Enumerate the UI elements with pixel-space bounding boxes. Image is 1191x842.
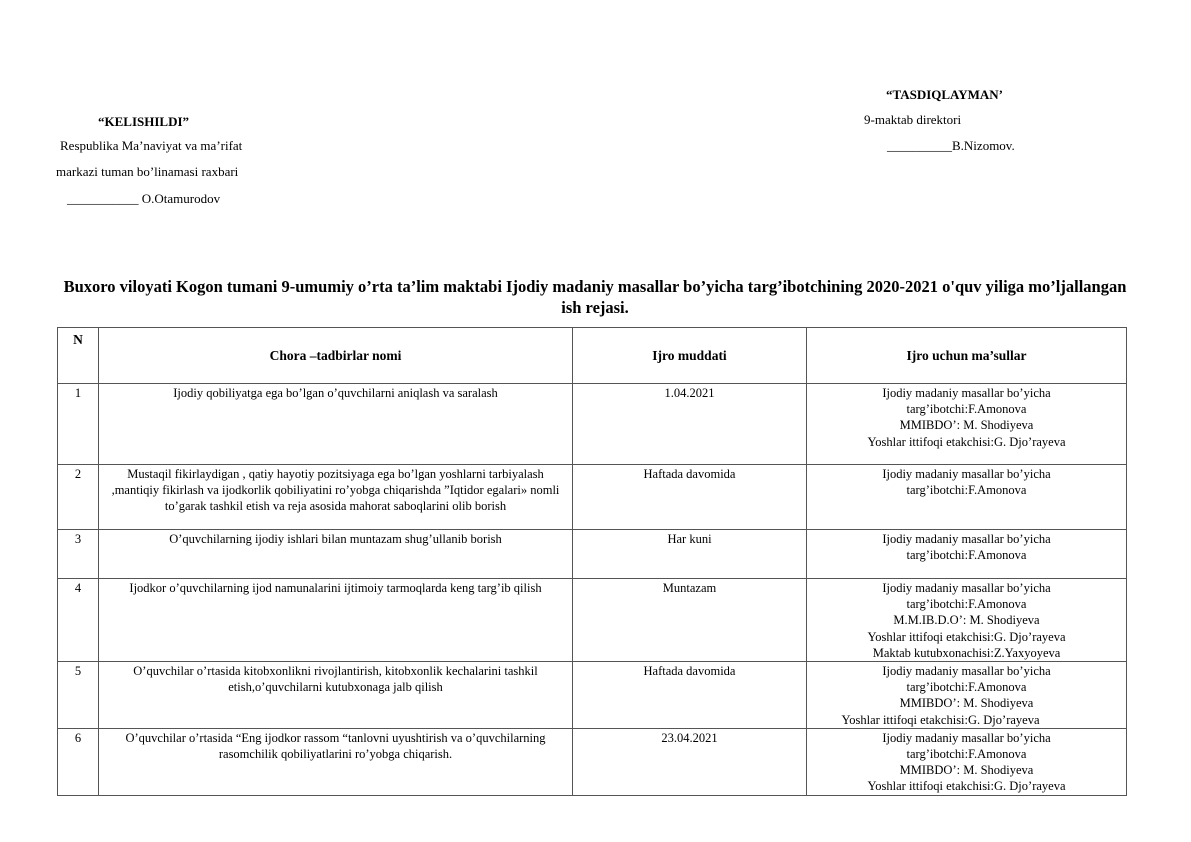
agreement-signature: ___________ O.Otamurodov (67, 191, 221, 206)
row-responsible (807, 579, 1127, 662)
approval-signature: __________B.Nizomov. (887, 138, 1015, 153)
responsible-line: M.M.IB.D.O’: M. Shodiyeva (893, 613, 1040, 628)
responsible-line: Ijodiy madaniy masallar bo’yicha (882, 532, 1051, 546)
row-number: 1 (58, 384, 99, 465)
responsible-line: targ’ibotchi:F.Amonova (906, 680, 1027, 695)
table-row (58, 728, 1127, 795)
responsible-line: Yoshlar ittifoqi etakchisi:G. Djo’rayeva (867, 629, 1066, 644)
responsible-line: targ’ibotchi:F.Amonova (906, 597, 1027, 612)
responsible-line: Ijodiy madaniy masallar bo’yicha (882, 581, 1051, 595)
row-number: 4 (58, 579, 99, 662)
responsible-line: MMIBDO’: M. Shodiyeva (899, 763, 1034, 778)
row-deadline: 23.04.2021 (573, 728, 807, 795)
row-responsible (807, 728, 1127, 795)
responsible-line: targ’ibotchi:F.Amonova (906, 483, 1027, 498)
table-row (58, 579, 1127, 662)
header-deadline: Ijro muddati (573, 328, 807, 384)
responsible-line: Yoshlar ittifoqi etakchisi:G. Djo’rayeva (841, 712, 1040, 727)
row-measure: O’quvchilar o’rtasida kitobxonlikni rivojlantirish, kitobxonlik kechalarini tashkil etish,o’quvchilarni kutubxonaga jalb qilish (99, 662, 573, 729)
row-deadline: Har kuni (573, 530, 807, 579)
row-deadline: Haftada davomida (573, 662, 807, 729)
table-row (58, 384, 1127, 465)
row-measure: O’quvchilar o’rtasida “Eng ijodkor rassom “tanlovni uyushtirish va o’quvchilarning rasomchilik qobiliyatlarini ro’yobga chiqarish. (99, 728, 573, 795)
row-responsible (807, 530, 1127, 579)
row-deadline: Haftada davomida (573, 465, 807, 530)
table-header-row (58, 328, 1127, 384)
responsible-line: MMIBDO’: M. Shodiyeva (899, 418, 1034, 433)
row-measure: Ijodiy qobiliyatga ega bo’lgan o’quvchilarni aniqlash va saralash (99, 384, 573, 465)
row-responsible (807, 662, 1127, 729)
row-measure: O’quvchilarning ijodiy ishlari bilan muntazam shug’ullanib borish (99, 530, 573, 579)
row-number: 5 (58, 662, 99, 729)
responsible-line: Ijodiy madaniy masallar bo’yicha (882, 664, 1051, 679)
header-number: N (58, 328, 99, 384)
responsible-line: Maktab kutubxonachisi:Z.Yaxyoyeva (872, 645, 1061, 660)
row-measure: Ijodkor o’quvchilarning ijod namunalarini ijtimoiy tarmoqlarda keng targ’ib qilish (99, 579, 573, 662)
responsible-line: Ijodiy madaniy masallar bo’yicha (882, 467, 1051, 481)
row-responsible (807, 465, 1127, 530)
work-plan-table (57, 327, 1127, 796)
table-row (58, 530, 1127, 579)
row-deadline: 1.04.2021 (573, 384, 807, 465)
responsible-line: Ijodiy madaniy masallar bo’yicha (882, 730, 1051, 745)
document-title: Buxoro viloyati Kogon tumani 9-umumiy o’rta ta’lim maktabi Ijodiy madaniy masallar bo’yicha targ’ibotchining 2020-2021 o'quv yiliga mo’ljallangan ish rejasi. (63, 277, 1127, 317)
row-responsible (807, 384, 1127, 465)
responsible-line: Yoshlar ittifoqi etakchisi:G. Djo’rayeva (867, 779, 1066, 794)
approval-heading: “TASDIQLAYMAN’ (886, 87, 1004, 102)
agreement-heading: “KELISHILDI” (98, 114, 190, 129)
row-deadline: Muntazam (573, 579, 807, 662)
header-measures: Chora –tadbirlar nomi (99, 328, 573, 384)
responsible-line: targ’ibotchi:F.Amonova (906, 402, 1027, 417)
responsible-line: Ijodiy madaniy masallar bo’yicha (882, 386, 1051, 400)
table-row (58, 465, 1127, 530)
header-responsible: Ijro uchun ma’sullar (807, 328, 1127, 384)
row-number: 2 (58, 465, 99, 530)
responsible-line: targ’ibotchi:F.Amonova (906, 548, 1027, 563)
responsible-line: MMIBDO’: M. Shodiyeva (899, 696, 1034, 711)
agreement-line-2: markazi tuman bo’linamasi raxbari (56, 164, 239, 179)
responsible-line: targ’ibotchi:F.Amonova (906, 747, 1027, 762)
row-number: 6 (58, 728, 99, 795)
agreement-line-1: Respublika Ma’naviyat va ma’rifat (60, 138, 243, 153)
row-measure: Mustaqil fikirlaydigan , qatiy hayotiy pozitsiyaga ega bo’lgan yoshlarni tarbiyalash ,mantiqiy fikirlash va ijodkorlik qobiliyatini ro’yobga chiqarishda ”Iqtidor egalari» nomli to’garak tashkil etish va reja asosida mahorat saboqlarini olib borish (99, 465, 573, 530)
row-number: 3 (58, 530, 99, 579)
table-row (58, 662, 1127, 729)
approval-position: 9-maktab direktori (864, 112, 962, 127)
responsible-line: Yoshlar ittifoqi etakchisi:G. Djo’rayeva (867, 434, 1066, 449)
